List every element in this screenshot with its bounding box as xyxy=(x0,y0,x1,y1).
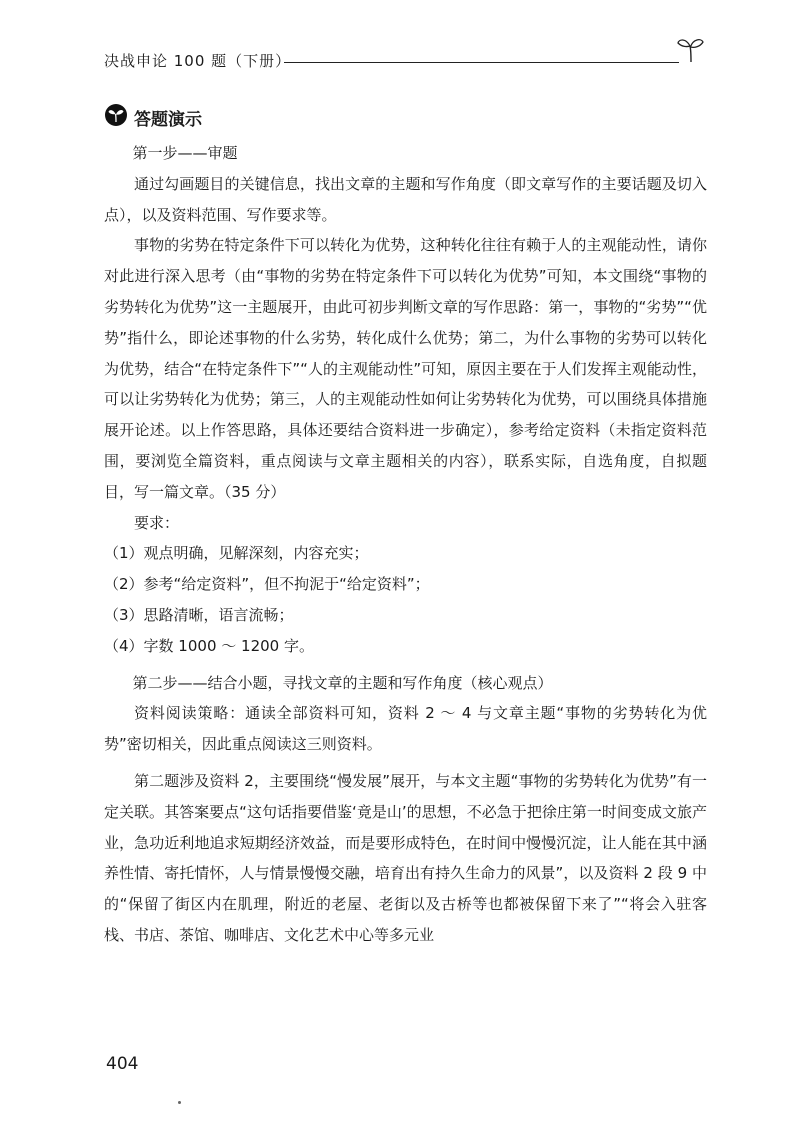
body-text xyxy=(104,138,707,951)
leaf-badge-icon xyxy=(104,103,128,127)
header-title: 决战申论 100 题（下册） xyxy=(104,52,292,70)
requirements-label: 要求： xyxy=(134,513,180,532)
analysis-paragraph: 第二题涉及资料 2，主要围绕“慢发展”展开，与本文主题“事物的劣势转化为优势”有一定关联。其答案要点“这句话指要借鉴‘竟是山’的思想，不必急于把徐庄第一时间变成文旅产业，急功近利地追求短期经济效益，而是要形成特色，在时间中慢慢沉淀，让人能在其中涵养性情、寄托情怀，人与情景慢慢交融，培育出有持久生命力的风景”，以及资料 2 段 9 中的“保留了街区内在肌理，附近的老屋、老街以及古桥等也都被保留下来了”“将会入驻客栈、书店、茶馆、咖啡店、文化艺术中心等多元业 xyxy=(104,771,707,944)
section-title: 答题演示 xyxy=(134,110,202,130)
running-header xyxy=(104,46,704,76)
requirement-item: （1）观点明确，见解深刻，内容充实； xyxy=(104,544,369,563)
header-rule xyxy=(284,62,679,63)
requirement-item: （3）思路清晰，语言流畅； xyxy=(104,605,294,624)
requirement-item: （4）字数 1000 ～ 1200 字。 xyxy=(104,636,314,655)
footer-dot xyxy=(178,1101,181,1104)
reading-strategy: 资料阅读策略：通读全部资料可知，资料 2 ～ 4 与文章主题“事物的劣势转化为优势”密切相关，因此重点阅读这三则资料。 xyxy=(104,704,707,754)
step1-intro: 通过勾画题目的关键信息，找出文章的主题和写作角度（即文章写作的主要话题及切入点），以及资料范围、写作要求等。 xyxy=(104,174,707,224)
sprout-icon xyxy=(676,34,706,64)
step2-heading: 第二步——结合小题，寻找文章的主题和写作角度（核心观点） xyxy=(132,673,553,692)
question-paragraph: 事物的劣势在特定条件下可以转化为优势，这种转化往往有赖于人的主观能动性，请你对此进行深入思考（由“事物的劣势在特定条件下可以转化为优势”可知，本文围绕“事物的劣势转化为优势”这一主题展开，由此可初步判断文章的写作思路：第一，事物的“劣势”“优势”指什么，即论述事物的什么劣势，转化成什么优势；第二，为什么事物的劣势可以转化为优势，结合“在特定条件下”“人的主观能动性”可知，原因主要在于人们发挥主观能动性，可以让劣势转化为优势；第三，人的主观能动性如何让劣势转化为优势，可以围绕具体措施展开论述。以上作答思路，具体还要结合资料进一步确定），参考给定资料（未指定资料范围，要浏览全篇资料，重点阅读与文章主题相关的内容），联系实际，自选角度，自拟题目，写一篇文章。（35 分） xyxy=(104,236,707,501)
requirement-item: （2）参考“给定资料”，但不拘泥于“给定资料”； xyxy=(104,575,430,594)
step1-heading: 第一步——审题 xyxy=(132,144,238,162)
page-number: 404 xyxy=(106,1054,139,1074)
